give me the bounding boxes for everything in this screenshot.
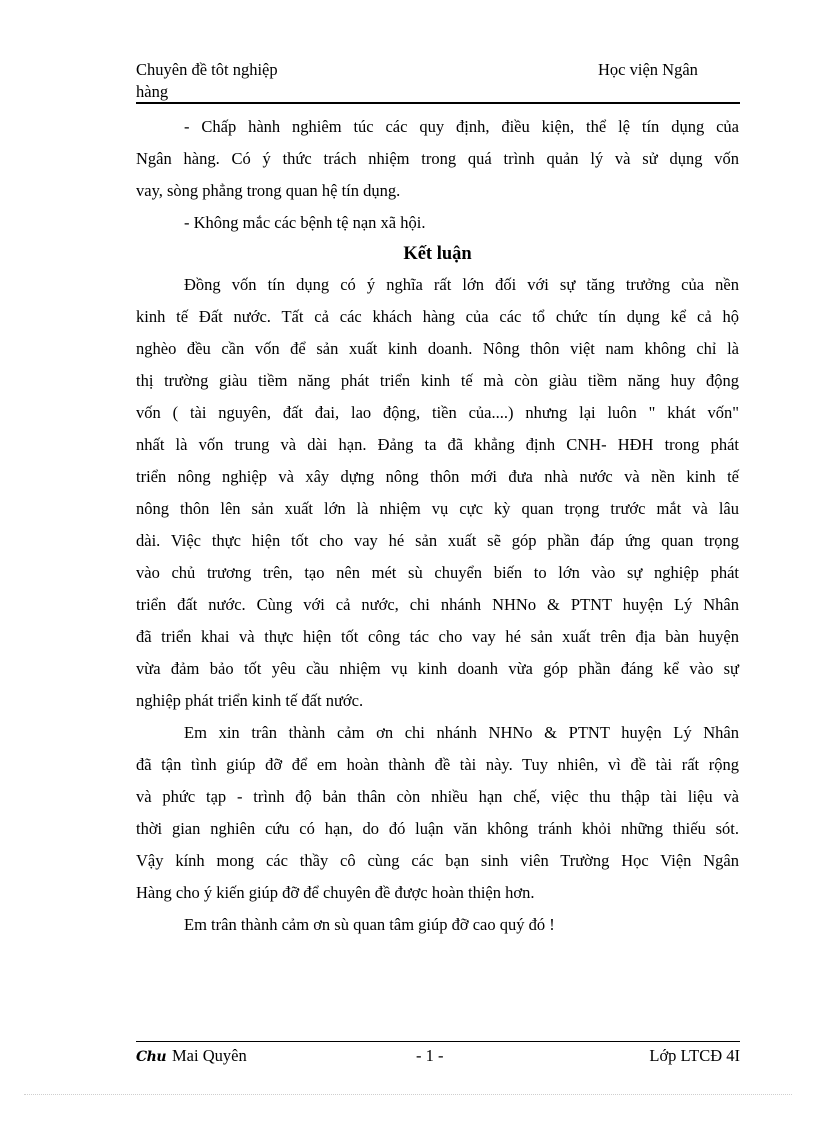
page-number: - 1 - xyxy=(416,1046,444,1065)
paragraph-line: Hàng cho ý kiến giúp đỡ để chuyên đề được hoàn thiện hơn. xyxy=(136,883,535,902)
page-header xyxy=(136,59,740,104)
header-title-line2: hàng xyxy=(136,82,169,101)
paragraph-line: nghiệp phát triển kinh tế đất nước. xyxy=(136,691,364,710)
page-footer xyxy=(136,1041,740,1072)
paragraph-line: Em trân thành cảm ơn sù quan tâm giúp đỡ cao quý đó ! xyxy=(184,915,555,934)
author-name: Mai Quyên xyxy=(172,1046,247,1065)
paragraph-line: thời gian nghiên cứu có hạn, do đó luận văn không tránh khỏi những thiếu sót. xyxy=(136,819,739,838)
header-title xyxy=(136,59,336,103)
paragraph-line: và phức tạp - trình độ bản thân còn nhiều hạn chế, việc thu thập tài liệu và xyxy=(136,787,739,806)
paragraph-line: dài. Việc thực hiện tốt cho vay hé sản xuất sẽ góp phần đáp ứng quan trọng xyxy=(136,531,739,550)
paragraph-line: vốn ( tài nguyên, đất đai, lao động, tiền của....) nhưng lại luôn " khát vốn" xyxy=(136,403,739,422)
paragraph-line: vừa đảm bảo tốt yêu cầu nhiệm vụ kinh doanh vừa góp phần đáng kể vào sự xyxy=(136,659,739,678)
author-signature: Chu xyxy=(136,1049,166,1065)
paragraph-line: nghèo đều cần vốn để sản xuất kinh doanh. Nông thôn việt nam không chỉ là xyxy=(136,339,739,358)
paragraph-line: đã tận tình giúp đỡ để em hoàn thành đề tài này. Tuy nhiên, vì đề tài rất rộng xyxy=(136,755,739,774)
paragraph-line: triển đất nước. Cùng với cả nước, chi nhánh NHNo & PTNT huyện Lý Nhân xyxy=(136,595,739,614)
page-edge-divider xyxy=(24,1094,792,1095)
paragraph-line: Đồng vốn tín dụng có ý nghĩa rất lớn đối với sự tăng trưởng của nền xyxy=(184,275,739,294)
document-body xyxy=(136,111,739,941)
paragraph-line: nông thôn lên sản xuất lớn là nhiệm vụ cực kỳ quan trọng trước mắt và lâu xyxy=(136,499,739,518)
header-institution: Học viện Ngân xyxy=(598,60,698,79)
header-title-line1: Chuyên đề tôt nghiệp xyxy=(136,60,278,79)
paragraph-line: kinh tế Đất nước. Tất cả các khách hàng của các tổ chức tín dụng kể cả hộ xyxy=(136,307,739,326)
paragraph-line: Em xin trân thành cảm ơn chi nhánh NHNo & PTNT huyện Lý Nhân xyxy=(184,723,739,742)
paragraph-line: - Chấp hành nghiêm túc các quy định, điều kiện, thể lệ tín dụng của xyxy=(184,117,739,136)
paragraph-line: Vậy kính mong các thầy cô cùng các bạn sinh viên Trường Học Viện Ngân xyxy=(136,851,739,870)
paragraph-line: Ngân hàng. Có ý thức trách nhiệm trong quá trình quản lý và sử dụng vốn xyxy=(136,149,739,168)
paragraph-line: đã triển khai và thực hiện tốt công tác cho vay hé sản xuất trên địa bàn huyện xyxy=(136,627,739,646)
paragraph-line: vay, sòng phẳng trong quan hệ tín dụng. xyxy=(136,181,401,200)
paragraph-line: vào chủ trương trên, tạo nên mét sù chuyển biến to lớn vào sự nghiệp phát xyxy=(136,563,739,582)
paragraph-line: nhất là vốn trung và dài hạn. Đảng ta đã khẳng định CNH- HĐH trong phát xyxy=(136,435,739,454)
footer-author xyxy=(136,1046,247,1066)
paragraph-line: triển nông nghiệp và xây dựng nông thôn mới đưa nhà nước và nền kinh tế xyxy=(136,467,739,486)
paragraph-line: - Không mắc các bệnh tệ nạn xã hội. xyxy=(184,213,426,232)
paragraph-line: thị trường giàu tiềm năng phát triển kinh tế mà còn giàu tiềm năng huy động xyxy=(136,371,739,390)
section-heading: Kết luận xyxy=(403,244,472,264)
footer-class: Lớp LTCĐ 4I xyxy=(649,1046,740,1065)
